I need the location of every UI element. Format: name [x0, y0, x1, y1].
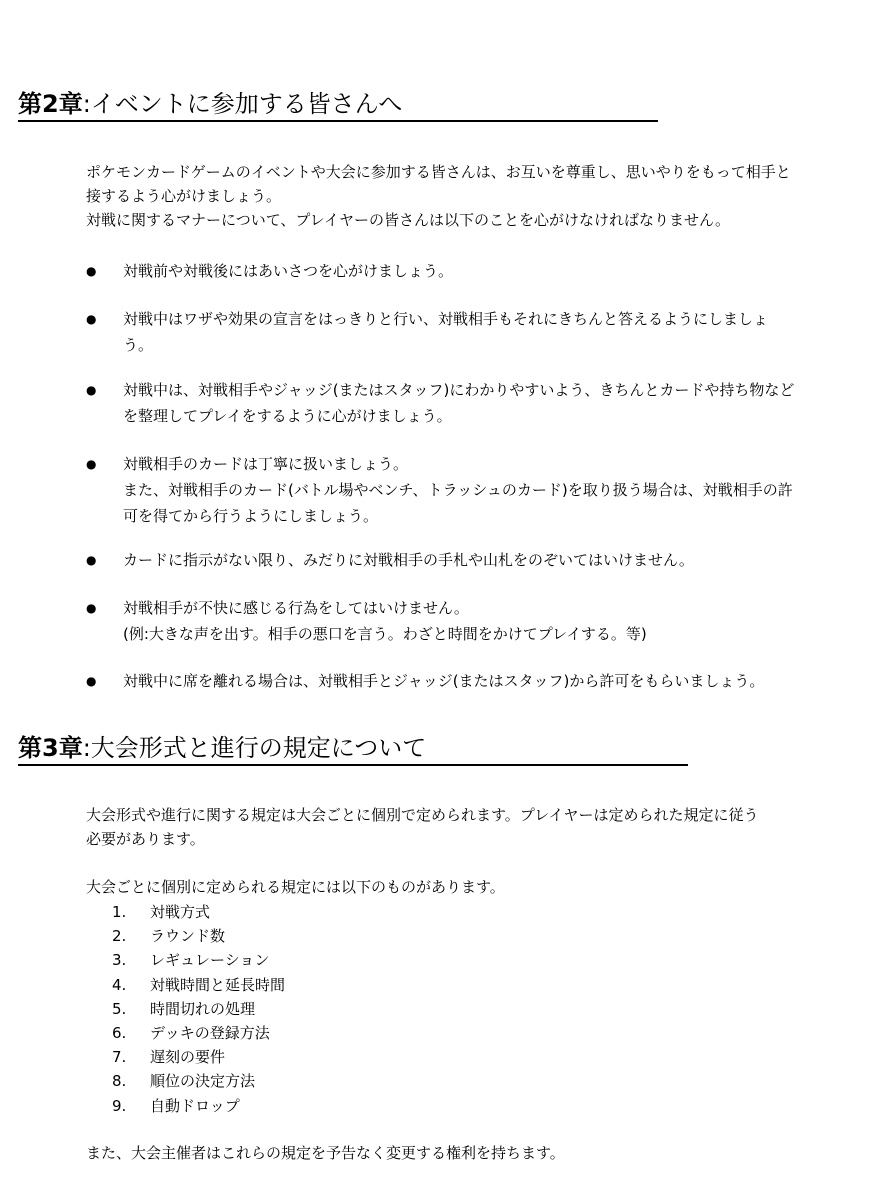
list-number: 4. — [112, 975, 127, 994]
list-text: 対戦方式 — [150, 903, 211, 921]
list-text: 自動ドロップ — [150, 1096, 240, 1115]
chapter3-number: 第3章 — [18, 734, 83, 762]
list-number: 9. — [112, 1096, 127, 1115]
rules-list — [112, 900, 285, 1118]
list-number: 1. — [112, 903, 127, 921]
bullet-item — [86, 377, 848, 429]
chapter2-title: :イベントに参加する皆さんへ — [82, 90, 403, 118]
list-item — [112, 900, 285, 924]
list-text: デッキの登録方法 — [150, 1023, 270, 1042]
chapter3-heading — [18, 732, 688, 766]
bullet-dot-icon: ● — [86, 457, 97, 471]
list-item — [112, 973, 285, 997]
list-text: 時間切れの処理 — [150, 999, 256, 1018]
bullet-dot-icon: ● — [86, 553, 97, 567]
bullet-dot-icon: ● — [86, 383, 97, 397]
list-number: 6. — [112, 1023, 127, 1042]
bullet-dot-icon: ● — [86, 264, 97, 278]
bullet-item — [86, 547, 848, 573]
list-text: ラウンド数 — [150, 927, 226, 946]
list-number: 3. — [112, 951, 127, 970]
list-text: 順位の決定方法 — [150, 1072, 256, 1091]
bullet-item — [86, 668, 848, 694]
bullet-text: 対戦相手が不快に感じる行為をしてはいけません。 (例:大きな声を出す。相手の悪口を言う。わざと時間をかけてプレイする。等) — [123, 599, 647, 643]
chapter3-title: :大会形式と進行の規定について — [82, 734, 427, 762]
bullet-item — [86, 451, 848, 529]
bullet-item — [86, 258, 848, 284]
bullet-dot-icon: ● — [86, 312, 97, 326]
bullet-item — [86, 306, 848, 358]
bullet-dot-icon: ● — [86, 601, 97, 615]
bullet-text: 対戦相手のカードは丁寧に扱いましょう。 また、対戦相手のカード(バトル場やベンチ、トラッシュのカード)を取り扱う場合は、対戦相手の許 可を得てから行うようにしましょう。 — [123, 455, 793, 525]
bullet-text: 対戦中はワザや効果の宣言をはっきりと行い、対戦相手もそれにきちんと答えるようにしましょ う。 — [123, 310, 769, 354]
chapter2-number: 第2章 — [18, 90, 83, 118]
list-intro: 大会ごとに個別に定められる規定には以下のものがあります。 — [86, 878, 505, 896]
list-text: 対戦時間と延長時間 — [150, 975, 286, 994]
list-number: 8. — [112, 1072, 127, 1091]
bullet-text: 対戦中は、対戦相手やジャッジ(またはスタッフ)にわかりやすいよう、きちんとカードや持ち物など を整理してプレイをするように心がけましょう。 — [123, 381, 795, 425]
list-item — [112, 948, 285, 972]
list-item — [112, 1069, 285, 1093]
bullet-text: カードに指示がない限り、みだりに対戦相手の手札や山札をのぞいてはいけません。 — [123, 551, 694, 569]
list-item — [112, 997, 285, 1021]
bullet-text: 対戦前や対戦後にはあいさつを心がけましょう。 — [123, 262, 454, 280]
chapter3-intro: 大会形式や進行に関する規定は大会ごとに個別で定められます。プレイヤーは定められた規定に従う 必要があります。 — [86, 806, 759, 848]
list-number: 2. — [112, 927, 127, 946]
bullet-dot-icon: ● — [86, 674, 97, 688]
list-number: 5. — [112, 999, 127, 1018]
bullet-text: 対戦中に席を離れる場合は、対戦相手とジャッジ(またはスタッフ)から許可をもらいましょう。 — [123, 672, 765, 690]
list-item — [112, 1094, 285, 1118]
list-item — [112, 1045, 285, 1069]
chapter3-closing: また、大会主催者はこれらの規定を予告なく変更する権利を持ちます。 — [86, 1144, 565, 1162]
chapter2-intro: ポケモンカードゲームのイベントや大会に参加する皆さんは、お互いを尊重し、思いやりをもって相手と 接するよう心がけましょう。 対戦に関するマナーについて、プレイヤーの皆さんは以下のことを心がけなければなりません。 — [86, 163, 791, 229]
bullet-item — [86, 595, 848, 647]
list-text: レギュレーション — [150, 951, 270, 970]
list-item — [112, 1021, 285, 1045]
chapter2-heading — [18, 88, 658, 122]
list-number: 7. — [112, 1048, 127, 1067]
list-text: 遅刻の要件 — [150, 1048, 226, 1067]
list-item — [112, 924, 285, 948]
